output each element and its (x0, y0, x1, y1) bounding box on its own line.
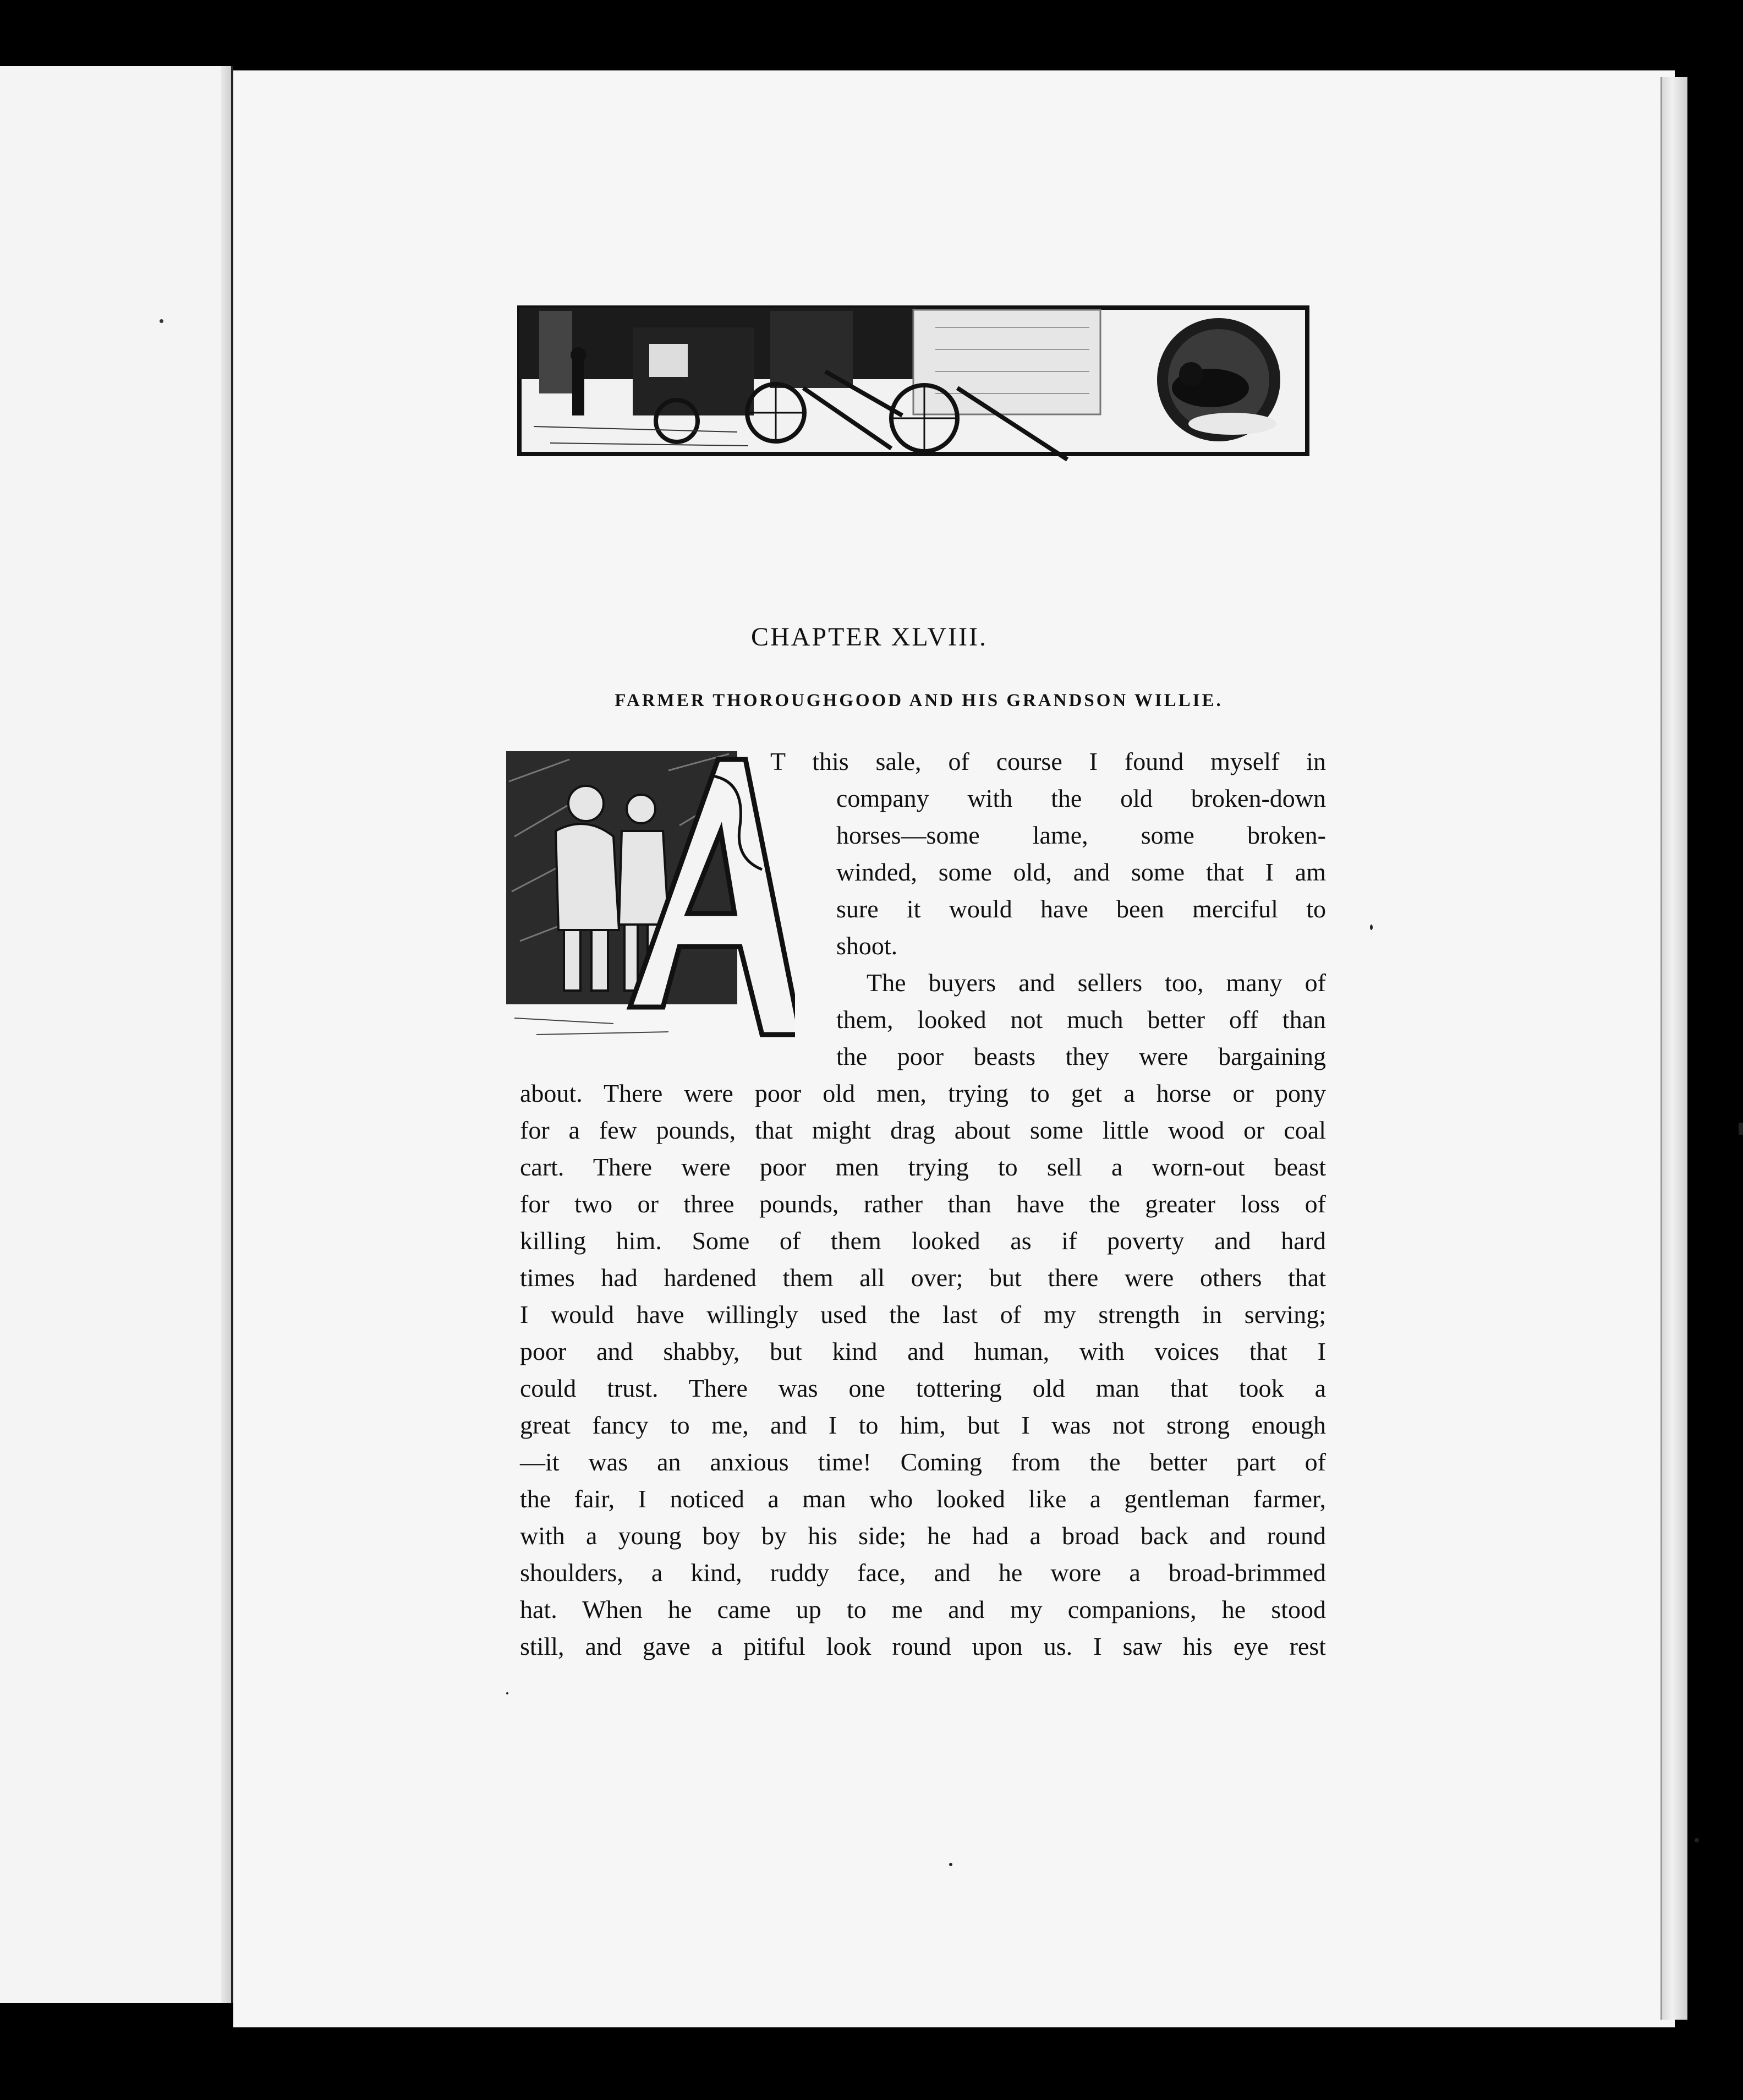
body-text (520, 743, 1326, 1665)
header-illustration (517, 305, 1309, 462)
text-line: could trust. There was one tottering old man that took a (520, 1374, 1326, 1402)
chapter-title: CHAPTER XLVIII. (751, 622, 988, 652)
text-line: with a young boy by his side; he had a broad back and round (520, 1522, 1326, 1550)
text-line: The buyers and sellers too, many of (867, 969, 1326, 997)
text-line: the fair, I noticed a man who looked like a gentleman farmer, (520, 1485, 1326, 1513)
text-line: them, looked not much better off than (836, 1005, 1326, 1033)
text-line: shoot. (836, 932, 898, 960)
text-line: sure it would have been merciful to (836, 895, 1326, 923)
text-line: hat. When he came up to me and my companions, he stood (520, 1595, 1326, 1623)
text-line: horses—some lame, some broken- (836, 821, 1326, 849)
left-page (0, 66, 233, 2003)
text-line: times had hardened them all over; but there were others that (520, 1264, 1326, 1292)
text-line: for a few pounds, that might drag about some little wood or coal (520, 1116, 1326, 1144)
text-line: poor and shabby, but kind and human, with voices that I (520, 1337, 1326, 1365)
text-line: for two or three pounds, rather than have the greater loss of (520, 1190, 1326, 1218)
text-line: the poor beasts they were bargaining (836, 1042, 1326, 1070)
text-line: still, and gave a pitiful look round upon us. I saw his eye rest (520, 1632, 1326, 1660)
text-line: shoulders, a kind, ruddy face, and he wore a broad-brimmed (520, 1558, 1326, 1587)
page-edge (1660, 77, 1687, 2020)
header-engraving-icon (517, 305, 1309, 462)
spine-shadow (221, 66, 231, 2003)
text-line: killing him. Some of them looked as if poverty and hard (520, 1227, 1326, 1255)
text-line: I would have willingly used the last of my strength in serving; (520, 1300, 1326, 1328)
text-line: company with the old broken-down (836, 784, 1326, 812)
text-line: winded, some old, and some that I am (836, 858, 1326, 886)
text-line: cart. There were poor men trying to sell a worn-out beast (520, 1153, 1326, 1181)
chapter-subtitle: FARMER THOROUGHGOOD AND HIS GRANDSON WILLIE. (615, 691, 1223, 710)
text-line: —it was an anxious time! Coming from the better part of (520, 1448, 1326, 1476)
ink-speck (160, 319, 163, 323)
text-line: about. There were poor old men, trying to get a horse or pony (520, 1079, 1326, 1107)
text-line: great fancy to me, and I to him, but I was not strong enough (520, 1411, 1326, 1439)
text-line: T this sale, of course I found myself in (770, 747, 1326, 775)
